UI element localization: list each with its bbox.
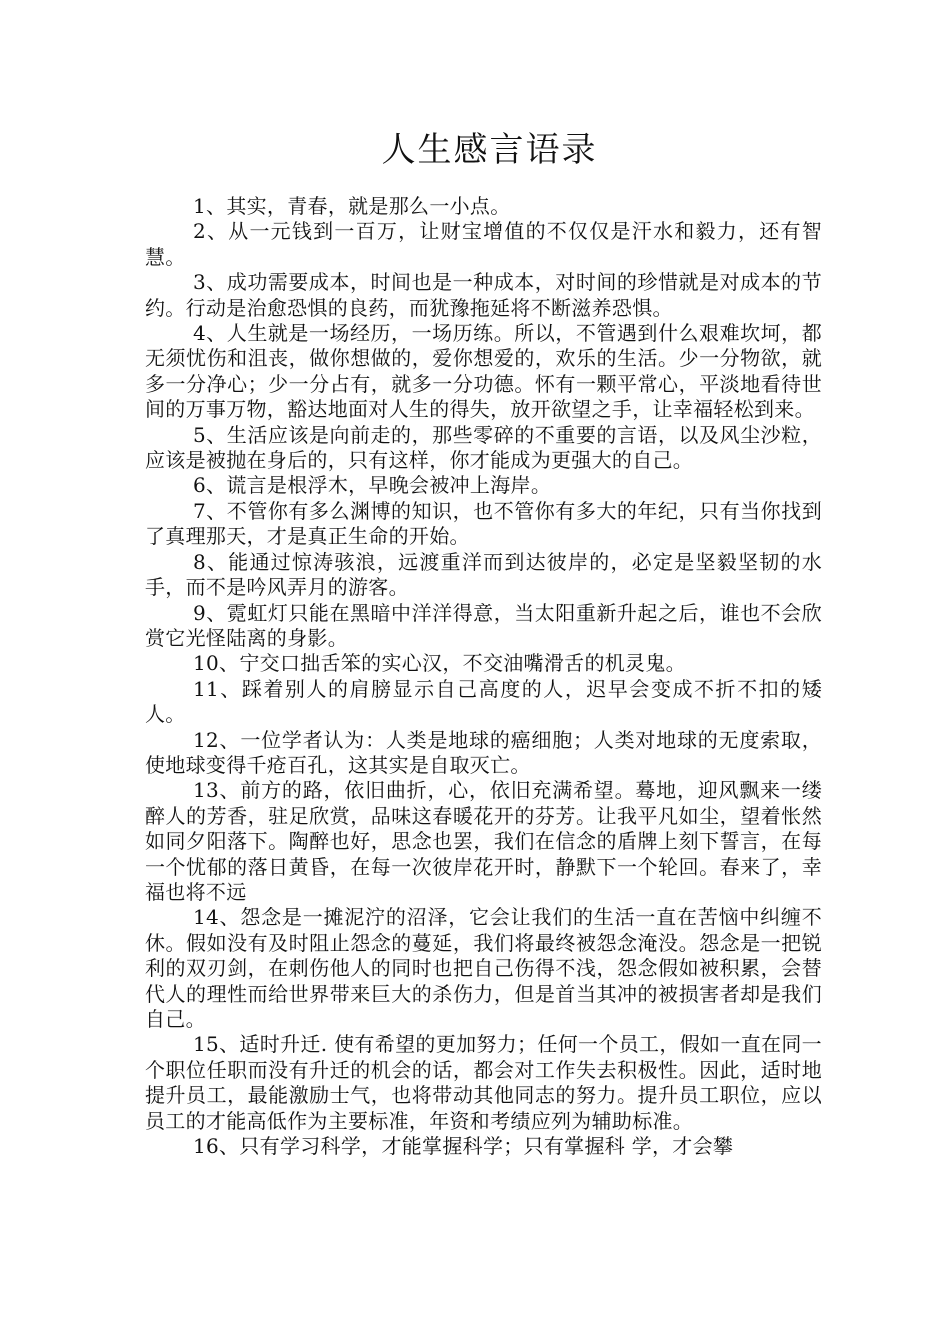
document-body	[145, 194, 822, 1159]
quote-paragraph: 7、不管你有多么渊博的知识，也不管你有多大的年纪，只有当你找到了真理那天，才是真正生命的开始。	[145, 498, 822, 549]
quote-paragraph: 4、人生就是一场经历，一场历练。所以，不管遇到什么艰难坎坷，都无须忧伤和沮丧，做你想做的，爱你想爱的，欢乐的生活。少一分物欲，就多一分净心；少一分占有，就多一分功德。怀有一颗平常心，平淡地看待世间的万事万物，豁达地面对人生的得失，放开欲望之手，让幸福轻松到来。	[145, 321, 822, 422]
quote-paragraph: 9、霓虹灯只能在黑暗中洋洋得意，当太阳重新升起之后，谁也不会欣赏它光怪陆离的身影。	[145, 600, 822, 650]
quote-paragraph: 15、适时升迁. 使有希望的更加努力；任何一个员工，假如一直在同一个职位任职而没有升迁的机会的话，都会对工作失去积极性。因此，适时地提升员工，最能激励士气，也将带动其他同志的努力。提升员工职位，应以员工的才能高低作为主要标准，年资和考绩应列为辅助标准。	[145, 1032, 822, 1133]
quote-paragraph: 6、谎言是根浮木，早晚会被冲上海岸。	[193, 473, 552, 498]
quote-paragraph: 13、前方的路，依旧曲折，心，依旧充满希望。蓦地，迎风飘来一缕醉人的芳香，驻足欣赏，品味这春暖花开的芬芳。让我平凡如尘，望着怅然如同夕阳落下。陶醉也好，思念也罢，我们在信念的盾牌上刻下誓言，在每一个忧郁的落日黄昏，在每一次彼岸花开时，静默下一个轮回。春来了，幸福也将不远	[145, 778, 822, 904]
quote-paragraph: 11、踩着别人的肩膀显示自己高度的人，迟早会变成不折不扣的矮人。	[145, 676, 822, 727]
quote-paragraph: 3、成功需要成本，时间也是一种成本，对时间的珍惜就是对成本的节约。行动是治愈恐惧的良药，而犹豫拖延将不断滋养恐惧。	[145, 270, 822, 320]
quote-paragraph: 16、只有学习科学，才能掌握科学；只有掌握科 学，才会攀	[193, 1134, 734, 1159]
document-title: 人生感言语录	[381, 130, 598, 170]
quote-paragraph: 12、一位学者认为：人类是地球的癌细胞；人类对地球的无度索取，使地球变得千疮百孔，这其实是自取灭亡。	[145, 727, 822, 777]
quote-paragraph: 1、其实，青春，就是那么一小点。	[193, 194, 511, 218]
quote-paragraph: 10、宁交口拙舌笨的实心汉，不交油嘴滑舌的机灵鬼。	[193, 651, 686, 676]
quote-paragraph: 14、怨念是一摊泥泞的沼泽，它会让我们的生活一直在苦恼中纠缠不休。假如没有及时阻止怨念的蔓延，我们将最终被怨念淹没。怨念是一把锐利的双刃剑，在刺伤他人的同时也把自己伤得不浅，怨念假如被积累，会替代人的理性而给世界带来巨大的杀伤力，但是首当其冲的被损害者却是我们自己。	[145, 905, 822, 1031]
quote-paragraph: 8、能通过惊涛骇浪，远渡重洋而到达彼岸的，必定是坚毅坚韧的水手，而不是吟风弄月的游客。	[145, 549, 822, 600]
quote-paragraph: 5、生活应该是向前走的，那些零碎的不重要的言语，以及风尘沙粒，应该是被抛在身后的，只有这样，你才能成为更强大的自己。	[145, 422, 822, 473]
quote-paragraph: 2、从一元钱到一百万，让财宝增值的不仅仅是汗水和毅力，还有智慧。	[145, 219, 822, 269]
